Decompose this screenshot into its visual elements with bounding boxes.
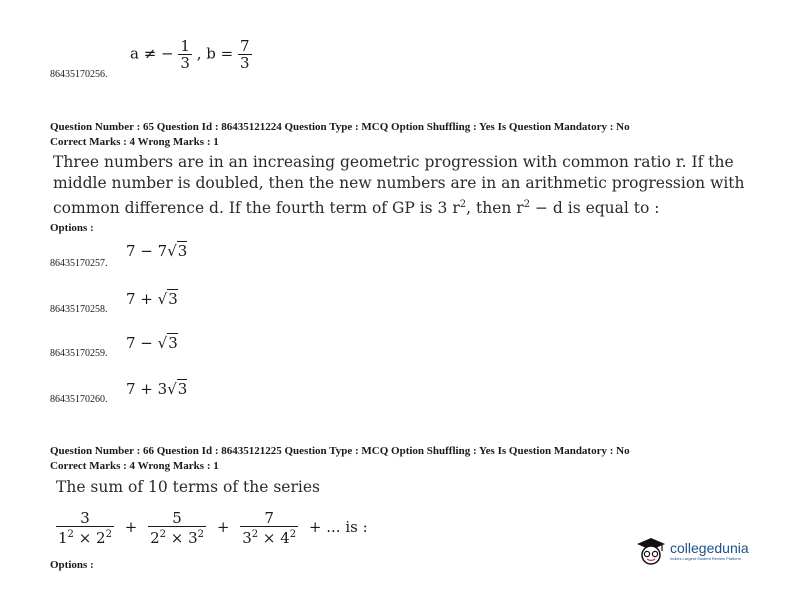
q65-option-4[interactable]: 7 + 3√3 xyxy=(126,380,188,398)
logo-name: collegedunia xyxy=(670,540,749,556)
prev-b-part: , b = xyxy=(196,44,234,63)
q65-option-3-id: 86435170259. xyxy=(50,348,108,359)
q65-option-1[interactable]: 7 − 7√3 xyxy=(126,242,188,260)
q65-option-2[interactable]: 7 + √3 xyxy=(126,290,178,308)
q65-meta-line1: Question Number : 65 Question Id : 86435121224 Question Type : MCQ Option Shuffling : Yes Is Question Mandatory : No xyxy=(50,121,630,133)
q66-question-text: The sum of 10 terms of the series xyxy=(56,478,320,496)
series-term-3: $\frac{7}{3^2 \times 4^2}$ xyxy=(242,509,297,547)
series-tail: + ... is : xyxy=(308,518,368,536)
q66-series xyxy=(56,510,368,546)
plus-sign: + xyxy=(216,518,230,536)
collegedunia-logo xyxy=(634,536,749,566)
plus-sign: + xyxy=(124,518,138,536)
q65-option-3[interactable]: 7 − √3 xyxy=(126,334,178,352)
q65-options-label: Options : xyxy=(50,222,94,234)
mascot-icon xyxy=(634,536,668,566)
q65-text-line2: middle number is doubled, then the new numbers are in an arithmetic progression with xyxy=(53,174,745,192)
sqrt-sign: √ xyxy=(167,242,177,260)
q65-option-4-id: 86435170260. xyxy=(50,394,108,405)
series-term-1: $\frac{3}{1^2 \times 2^2}$ xyxy=(58,509,112,547)
q65-option-2-id: 86435170258. xyxy=(50,304,108,315)
series-term-2: $\frac{5}{2^2 \times 3^2}$ xyxy=(150,509,205,547)
sqrt-sign: √ xyxy=(157,290,168,308)
prev-option-id: 86435170256. xyxy=(50,69,108,80)
q65-meta-line2: Correct Marks : 4 Wrong Marks : 1 xyxy=(50,136,219,148)
q66-options-label: Options : xyxy=(50,559,94,571)
prev-b-fraction: $\frac{7}{3}$ xyxy=(240,37,250,72)
sqrt-sign: √ xyxy=(157,334,168,352)
q65-question-text xyxy=(53,152,773,219)
logo-tagline: India's Largest Student Review Platform xyxy=(670,556,742,561)
prev-option-expression xyxy=(130,38,252,71)
q65-option-1-id: 86435170257. xyxy=(50,258,108,269)
prev-a-fraction: $\frac{1}{3}$ xyxy=(180,37,190,72)
q66-meta-line2: Correct Marks : 4 Wrong Marks : 1 xyxy=(50,460,219,472)
q66-meta-line1: Question Number : 66 Question Id : 86435121225 Question Type : MCQ Option Shuffling : Yes Is Question Mandatory : No xyxy=(50,445,630,457)
prev-a-part: a ≠ − xyxy=(130,44,174,63)
sqrt-sign: √ xyxy=(167,380,177,398)
q65-text-line1: Three numbers are in an increasing geometric progression with common ratio r. If the xyxy=(53,153,734,171)
q65-text-line3: common difference d. If the fourth term of GP is 3 $r^2$, then $r^2 - d$ is equal to : xyxy=(53,199,660,218)
